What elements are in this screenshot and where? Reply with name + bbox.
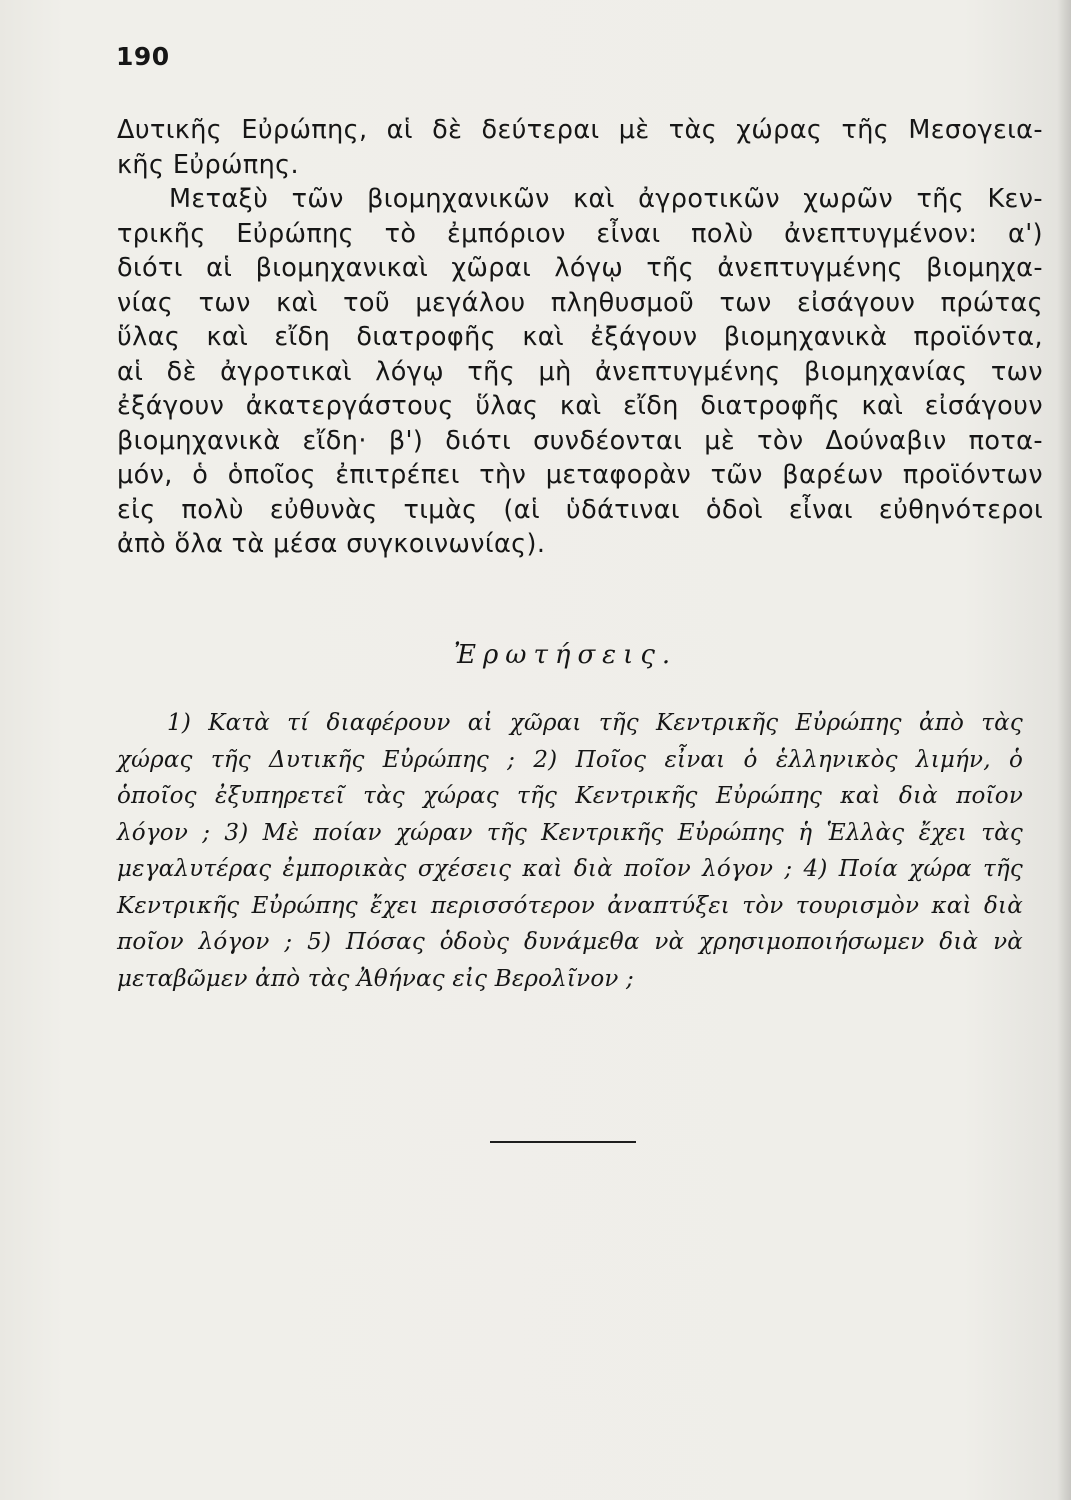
text-line: ἐξάγουν ἀκατεργάστους ὕλας καὶ εἴδη διατροφῆς καὶ εἰσάγουν <box>117 391 1043 421</box>
text-line: Δυτικῆς Εὐρώπης, αἱ δὲ δεύτεραι μὲ τὰς χώρας τῆς Μεσογεια- <box>117 115 1043 145</box>
page-edge-shadow <box>1057 0 1071 1500</box>
question-line: ὁποῖος ἐξυπηρετεῖ τὰς χώρας τῆς Κεντρικῆς Εὐρώπης καὶ διὰ ποῖον <box>117 783 1023 809</box>
text-line: τρικῆς Εὐρώπης τὸ ἐμπόριον εἶναι πολὺ ἀνεπτυγμένον: α') <box>117 218 1043 249</box>
text-line: εἰς πολὺ εὐθυνὰς τιμὰς (αἱ ὑδάτιναι ὁδοὶ εἶναι εὐθηνότεροι <box>117 494 1043 525</box>
question-line: 1) Κατὰ τί διαφέρουν αἱ χῶραι τῆς Κεντρικῆς Εὐρώπης ἀπὸ τὰς <box>167 710 1023 736</box>
questions-heading: Ἐρωτήσεις. <box>453 640 678 670</box>
text-line: κῆς Εὐρώπης. <box>117 149 300 180</box>
question-line: μεταβῶμεν ἀπὸ τὰς Ἀθήνας εἰς Βερολῖνον ; <box>117 965 635 992</box>
question-line: χώρας τῆς Δυτικῆς Εὐρώπης ; 2) Ποῖος εἶναι ὁ ἑλληνικὸς λιμήν, ὁ <box>117 746 1023 773</box>
text-line: διότι αἱ βιομηχανικαὶ χῶραι λόγῳ τῆς ἀνεπτυγμένης βιομηχα- <box>117 253 1043 283</box>
question-line: Κεντρικῆς Εὐρώπης ἔχει περισσότερον ἀναπτύξει τὸν τουρισμὸν καὶ διὰ <box>117 892 1023 919</box>
text-line: ὕλας καὶ εἴδη διατροφῆς καὶ ἐξάγουν βιομηχανικὰ προϊόντα, <box>117 322 1043 352</box>
text-line: Μεταξὺ τῶν βιομηχανικῶν καὶ ἀγροτικῶν χωρῶν τῆς Κεν- <box>169 184 1043 214</box>
text-line: αἱ δὲ ἀγροτικαὶ λόγῳ τῆς μὴ ἀνεπτυγμένης βιομηχανίας των <box>117 356 1043 387</box>
page-number: 190 <box>116 42 170 71</box>
text-line: βιομηχανικὰ εἴδη· β') διότι συνδέονται μὲ τὸν Δούναβιν ποτα- <box>117 425 1043 456</box>
text-line: μόν, ὁ ὁποῖος ἐπιτρέπει τὴν μεταφορὰν τῶν βαρέων προϊόντων <box>117 460 1043 490</box>
question-line: ποῖον λόγον ; 5) Πόσας ὁδοὺς δυνάμεθα νὰ χρησιμοποιήσωμεν διὰ νὰ <box>117 929 1023 955</box>
question-line: μεγαλυτέρας ἐμπορικὰς σχέσεις καὶ διὰ ποῖον λόγον ; 4) Ποία χώρα τῆς <box>117 856 1023 882</box>
text-line: ἀπὸ ὅλα τὰ μέσα συγκοινωνίας). <box>117 529 546 559</box>
questions-paragraph <box>117 705 1023 997</box>
question-line: λόγον ; 3) Μὲ ποίαν χώραν τῆς Κεντρικῆς Εὐρώπης ἡ Ἑλλὰς ἔχει τὰς <box>117 819 1023 846</box>
main-paragraphs <box>117 113 1043 562</box>
section-divider <box>490 1141 636 1143</box>
text-line: νίας των καὶ τοῦ μεγάλου πληθυσμοῦ των εἰσάγουν πρώτας <box>117 287 1043 318</box>
